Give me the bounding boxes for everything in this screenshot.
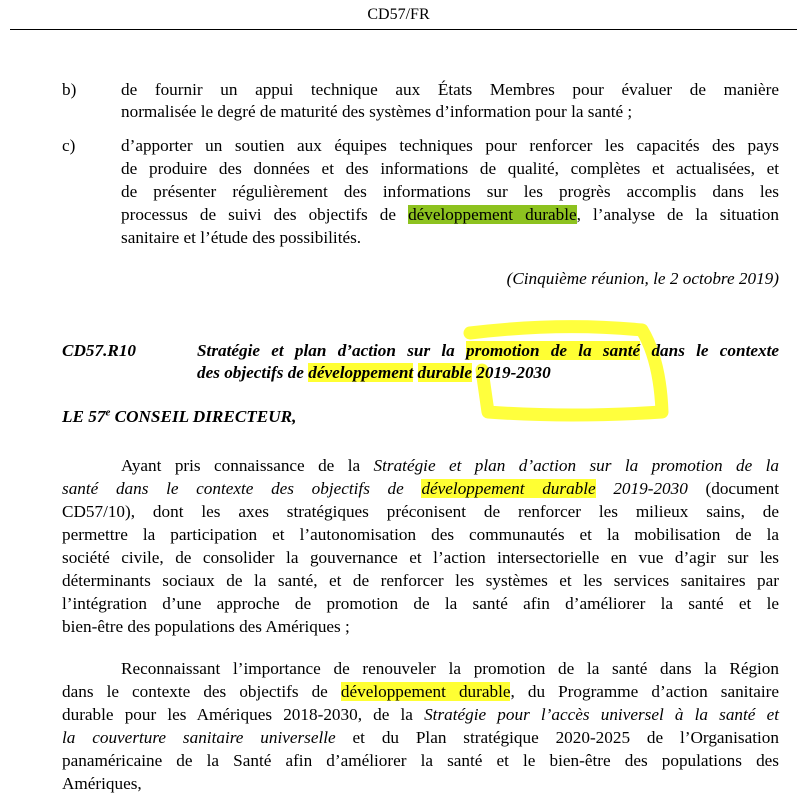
document-code-header: CD57/FR	[367, 6, 430, 23]
item-c-line-2: de produire des données et des informations de qualité, complètes et actualisées, et	[121, 159, 779, 178]
item-c-line-1: d’apporter un soutien aux équipes techniques pour renforcer les capacités des pays	[121, 136, 779, 155]
para1-line-5: société civile, de consolider la gouvernance et l’action intersectorielle en vue d’agir sur les	[62, 548, 779, 567]
highlight-green: développement durable	[408, 205, 577, 224]
para1-line-4: permettre la participation et l’autonomisation des communautés et la mobilisation de la	[62, 525, 779, 544]
para1-line-1-italic: Stratégie et plan d’action sur la promotion de la	[373, 456, 779, 475]
title-highlight-durable: durable	[417, 363, 472, 382]
para2-highlight: développement durable	[340, 682, 511, 701]
para1-line-6: déterminants sociaux de la santé, et de renforcer les systèmes et les services sanitaires par	[62, 571, 779, 590]
title-highlight-developpement: développement	[308, 363, 414, 382]
para2-line-3-italic: Stratégie pour l’accès universel à la santé et	[412, 705, 779, 724]
item-label-b: b)	[62, 80, 77, 99]
council-sup: e	[105, 406, 111, 419]
para2-line-3-start: durable pour les Amériques 2018-2030, de la	[62, 705, 413, 724]
item-c-line-4-end: , l’analyse de la situation	[576, 205, 779, 224]
para2-line-3	[62, 704, 779, 726]
resolution-title-line-2	[197, 362, 551, 384]
council-heading	[62, 406, 296, 428]
para2-line-2-start: dans le contexte des objectifs de	[62, 682, 341, 701]
title-line-2-start: des objectifs de	[197, 363, 309, 382]
para1-line-1-start: Ayant pris connaissance de la	[121, 456, 374, 475]
item-c-line-4-start: processus de suivi des objectifs de	[121, 205, 409, 224]
resolution-title-line-1	[197, 340, 779, 362]
para2-line-4-end: et du Plan stratégique 2020-2025 de l’Organisation	[335, 728, 779, 747]
para1-line-2-italic-b: 2019-2030	[595, 479, 688, 498]
title-line-1-start: Stratégie et plan d’action sur la	[197, 341, 467, 360]
header-rule	[10, 29, 797, 30]
para1-line-7: l’intégration d’une approche de promotion de la santé afin d’améliorer la santé et le	[62, 594, 779, 613]
item-c-line-3: de présenter régulièrement des informations sur les progrès accomplis dans les	[121, 182, 779, 201]
para2-line-2	[62, 681, 779, 703]
item-b-line-2: normalisée le degré de maturité des systèmes d’information pour la santé ;	[121, 102, 633, 121]
para2-line-6: Amériques,	[62, 774, 142, 793]
session-note: (Cinquième réunion, le 2 octobre 2019)	[506, 269, 779, 288]
para2-line-5: panaméricaine de la Santé afin d’améliorer la santé et le bien-être des populations des	[62, 751, 779, 770]
item-label-c: c)	[62, 136, 76, 155]
para1-line-3: CD57/10), dont les axes stratégiques préconisent de renforcer les milieux sains, de	[62, 502, 779, 521]
item-c-line-4	[121, 204, 779, 226]
para2-line-2-end: , du Programme d’action sanitaire	[510, 682, 779, 701]
para2-line-1: Reconnaissant l’importance de renouveler la promotion de la santé dans la Région	[121, 659, 779, 678]
resolution-number: CD57.R10	[62, 341, 137, 360]
para2-line-4	[62, 727, 779, 749]
title-line-1-end: dans le contexte	[640, 341, 779, 360]
item-b-line-1: de fournir un appui technique aux États Membres pour évaluer de manière	[121, 80, 779, 99]
para1-line-2-italic-a: santé dans le contexte des objectifs de	[62, 479, 422, 498]
para1-line-1	[121, 455, 779, 477]
council-post: CONSEIL DIRECTEUR,	[110, 407, 297, 426]
council-pre: LE 57	[62, 407, 106, 426]
para1-line-2	[62, 478, 779, 500]
item-c-line-5: sanitaire et l’étude des possibilités.	[121, 228, 362, 247]
title-line-2-end: 2019-2030	[471, 363, 551, 382]
title-highlight-promotion: promotion de la santé	[466, 341, 641, 360]
para2-line-4-italic: la couverture sanitaire universelle	[62, 728, 336, 747]
title-line-2-space	[413, 363, 417, 382]
para1-highlight: développement durable	[421, 479, 596, 498]
para1-line-2-end: (document	[687, 479, 779, 498]
para1-line-8: bien-être des populations des Amériques ;	[62, 617, 350, 636]
